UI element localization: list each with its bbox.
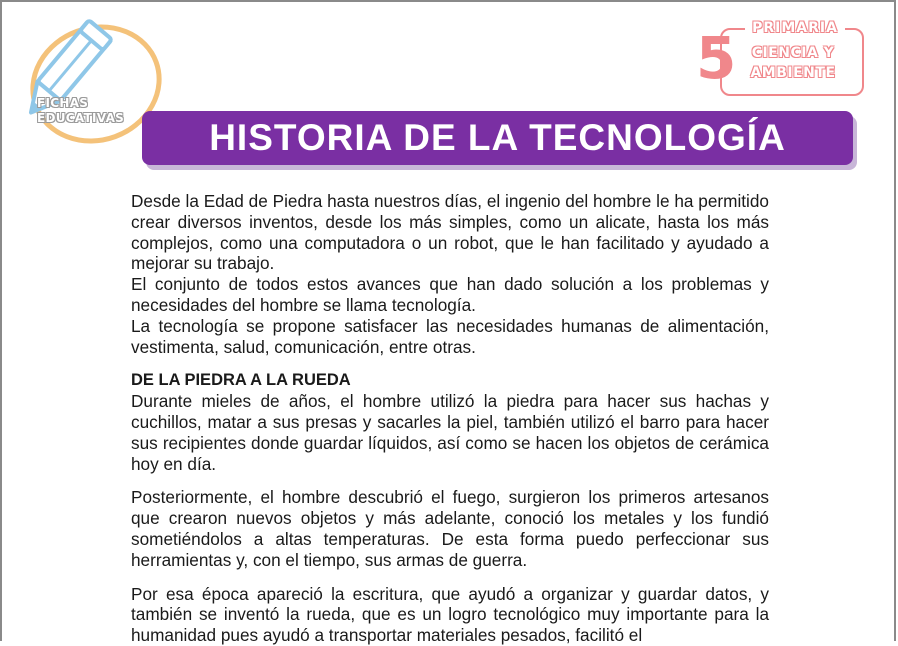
document-body: [131, 191, 769, 646]
section-paragraph: Por esa época apareció la escritura, que ayudó a organizar y guardar datos, y también se inventó la rueda, que es un logro tecnológico muy importante para la humanidad pues ayudó a transportar materiales pesados, facilitó el: [131, 583, 769, 646]
intro-paragraph: Desde la Edad de Piedra hasta nuestros días, el ingenio del hombre le ha permitido crear diversos inventos, desde los más simples, como un alicate, hasta los más complejos, como una computadora o un robot, que le han facilitado y ayudado a mejorar su trabajo.: [131, 191, 769, 274]
grade-number: 5: [696, 24, 737, 92]
section-paragraph: Posteriormente, el hombre descubrió el fuego, surgieron los primeros artesanos que crearon nuevos objetos y más adelante, conoció los metales y los fundió sometiéndolos a altas temperaturas. De esta forma puedo perfeccionar sus herramientas y, con el tiempo, sus armas de guerra.: [131, 487, 769, 570]
page-title: HISTORIA DE LA TECNOLOGÍA: [209, 117, 786, 158]
subject-line1: CIENCIA Y: [751, 45, 835, 61]
title-banner: [142, 111, 853, 165]
level-label: PRIMARIA: [745, 20, 845, 36]
section-paragraph: Durante mieles de años, el hombre utilizó la piedra para hacer sus hachas y cuchillos, matar a sus presas y sacarles la piel, también utilizó el barro para hacer sus recipientes donde guardar líquidos, así como se hacen los objetos de cerámica hoy en día.: [131, 391, 769, 474]
logo-text-line2: EDUCATIVAS: [37, 111, 125, 125]
section-heading: DE LA PIEDRA A LA RUEDA: [131, 371, 351, 390]
logo-text-line1: FICHAS: [37, 96, 89, 110]
subject-label: [733, 43, 853, 83]
intro-paragraph: La tecnología se propone satisfacer las necesidades humanas de alimentación, vestimenta, salud, comunicación, entre otras.: [131, 315, 769, 357]
intro-paragraph: El conjunto de todos estos avances que han dado solución a los problemas y necesidades del hombre se llama tecnología.: [131, 274, 769, 315]
subject-line2: AMBIENTE: [750, 65, 836, 81]
